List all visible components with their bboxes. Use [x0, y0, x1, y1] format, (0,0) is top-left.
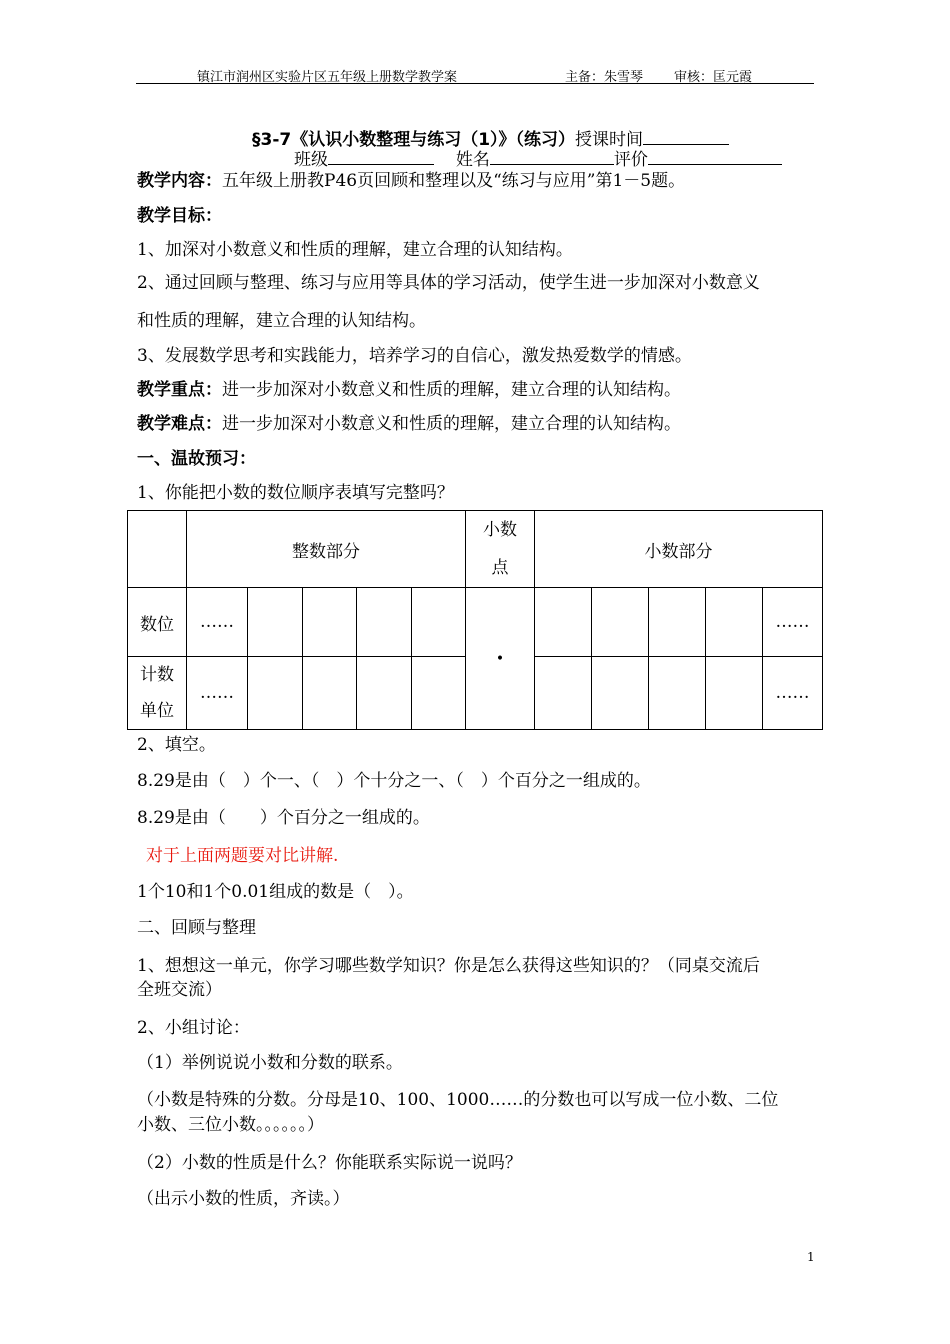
eval-label: 评价	[613, 150, 648, 170]
discussion-answer-1a: （小数是特殊的分数。分母是10、100、1000……的分数也可以写成一位小数、二位	[137, 1090, 779, 1110]
teacher-note: 对于上面两题要对比讲解.	[146, 846, 339, 866]
goal-item-3: 3、发展数学思考和实践能力，培养学习的自信心，激发热爱数学的情感。	[137, 346, 692, 366]
unit-cell[interactable]	[357, 657, 412, 730]
eval-blank[interactable]	[648, 149, 782, 165]
class-blank[interactable]	[328, 149, 434, 165]
place-cell[interactable]	[535, 588, 592, 657]
teaching-content-label: 教学内容：	[137, 171, 222, 191]
unit-cell[interactable]	[535, 657, 592, 730]
unit-cell[interactable]	[649, 657, 706, 730]
section-1-question-1: 1、你能把小数的数位顺序表填写完整吗？	[137, 483, 454, 503]
header-reviewer: 审核：匡元霞	[674, 70, 753, 85]
section-2-heading: 二、回顾与整理	[137, 918, 256, 938]
row-label-unit-line2: 单位	[140, 701, 174, 721]
fill-blank-1: 8.29是由（ ）个一、（ ）个十分之一、（ ）个百分之一组成的。	[137, 771, 651, 791]
row-label-unit	[128, 657, 187, 730]
unit-cell[interactable]	[592, 657, 649, 730]
key-point	[137, 375, 681, 400]
row-label-place: 数位	[128, 588, 187, 657]
decimal-point-header	[466, 511, 535, 588]
decimal-point-header-line2: 点	[491, 558, 509, 578]
difficulty-text: 进一步加深对小数意义和性质的理解，建立合理的认知结构。	[222, 414, 681, 434]
discussion-answer-2: （出示小数的性质，齐读。）	[137, 1189, 350, 1209]
place-cell[interactable]	[412, 588, 466, 657]
integer-part-header: 整数部分	[187, 511, 466, 588]
class-label: 班级	[294, 150, 328, 170]
difficulty-label: 教学难点：	[137, 414, 222, 434]
corner-cell	[128, 511, 187, 588]
header-rule	[136, 83, 814, 84]
unit-ellipsis-right: ……	[763, 657, 823, 730]
section-1-question-2: 2、填空。	[137, 735, 216, 755]
page-number: 1	[807, 1250, 815, 1264]
section-2-question-1b: 全班交流）	[137, 980, 222, 1000]
lesson-title-text: §3-7《认识小数整理与练习（1）》（练习）	[252, 130, 576, 150]
place-value-table	[127, 510, 823, 730]
difficulty	[137, 409, 681, 434]
time-label: 授课时间	[575, 130, 644, 150]
place-ellipsis-right: ……	[763, 588, 823, 657]
goal-item-2b: 和性质的理解，建立合理的认知结构。	[137, 311, 426, 331]
fill-blank-2: 8.29是由（ ）个百分之一组成的。	[137, 808, 430, 828]
name-blank[interactable]	[490, 149, 614, 165]
decimal-point-cell: •	[466, 588, 535, 730]
unit-cell[interactable]	[303, 657, 357, 730]
fill-blank-3: 1个10和1个0.01组成的数是（ ）。	[137, 882, 414, 902]
section-2-question-1a: 1、想想这一单元，你学习哪些数学知识？你是怎么获得这些知识的？（同桌交流后	[137, 956, 760, 976]
header-title: 镇江市润州区实验片区五年级上册数学教学案	[197, 70, 458, 85]
discussion-item-2: （2）小数的性质是什么？你能联系实际说一说吗？	[137, 1153, 522, 1173]
place-cell[interactable]	[357, 588, 412, 657]
time-blank[interactable]	[643, 129, 729, 145]
discussion-item-1: （1）举例说说小数和分数的联系。	[137, 1053, 403, 1073]
place-cell[interactable]	[248, 588, 303, 657]
section-1-heading: 一、温故预习：	[137, 449, 256, 469]
discussion-answer-1b: 小数、三位小数。。。。。。）	[137, 1115, 324, 1135]
place-ellipsis-left: ……	[187, 588, 248, 657]
key-point-text: 进一步加深对小数意义和性质的理解，建立合理的认知结构。	[222, 380, 681, 400]
place-cell[interactable]	[592, 588, 649, 657]
place-cell[interactable]	[706, 588, 763, 657]
place-cell[interactable]	[649, 588, 706, 657]
header-preparer: 主备：朱雪琴	[565, 70, 644, 85]
place-cell[interactable]	[303, 588, 357, 657]
goal-item-1: 1、加深对小数意义和性质的理解，建立合理的认知结构。	[137, 240, 573, 260]
section-2-question-2: 2、小组讨论：	[137, 1018, 250, 1038]
key-point-label: 教学重点：	[137, 380, 222, 400]
teaching-content-text: 五年级上册教P46页回顾和整理以及“练习与应用”第1－5题。	[222, 171, 686, 191]
name-label: 姓名	[455, 150, 490, 170]
unit-cell[interactable]	[248, 657, 303, 730]
teaching-content	[137, 166, 685, 191]
unit-cell[interactable]	[412, 657, 466, 730]
unit-ellipsis-left: ……	[187, 657, 248, 730]
unit-cell[interactable]	[706, 657, 763, 730]
goals-label: 教学目标：	[137, 206, 222, 226]
row-label-unit-line1: 计数	[140, 665, 174, 685]
goal-item-2a: 2、通过回顾与整理、练习与应用等具体的学习活动，使学生进一步加深对小数意义	[137, 273, 760, 293]
decimal-part-header: 小数部分	[535, 511, 823, 588]
decimal-point-header-line1: 小数	[483, 520, 517, 540]
